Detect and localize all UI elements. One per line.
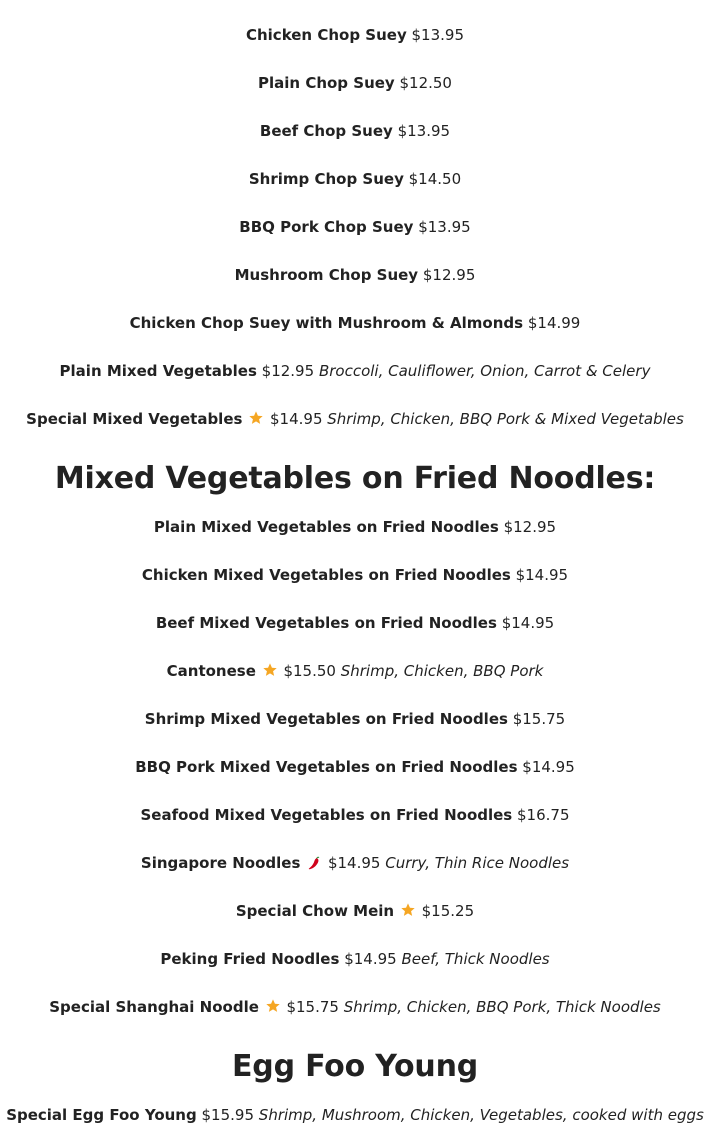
item-name: Plain Chop Suey [258, 74, 395, 92]
menu-item [0, 997, 710, 1017]
item-name: Special Mixed Vegetables [26, 410, 243, 428]
item-name: Special Shanghai Noodle [49, 998, 259, 1016]
item-description: Beef, Thick Noodles [401, 950, 550, 968]
menu-item [0, 313, 710, 333]
item-price: $14.95 [270, 410, 323, 428]
item-name: Special Egg Foo Young [6, 1106, 197, 1124]
menu-item [0, 757, 710, 777]
item-name: Mushroom Chop Suey [234, 266, 419, 284]
menu-item [0, 949, 710, 969]
menu-item [0, 565, 710, 585]
item-description: Broccoli, Cauliflower, Onion, Carrot & Celery [318, 362, 651, 380]
item-name: BBQ Pork Chop Suey [239, 218, 414, 236]
menu-item [0, 901, 710, 921]
item-description: Shrimp, Chicken, BBQ Pork & Mixed Vegetables [327, 410, 684, 428]
item-price: $12.95 [503, 518, 557, 536]
item-name: Special Chow Mein [235, 902, 395, 920]
menu-item [0, 121, 710, 141]
menu-item [0, 217, 710, 237]
menu-item [0, 661, 710, 681]
item-price: $15.25 [421, 902, 475, 920]
star-icon [400, 902, 416, 918]
item-price: $13.95 [397, 122, 451, 140]
item-price: $13.95 [418, 218, 471, 236]
menu-item [0, 265, 710, 285]
menu-item [0, 805, 710, 825]
item-price: $14.95 [344, 950, 397, 968]
item-name: Seafood Mixed Vegetables on Fried Noodles [140, 806, 513, 824]
item-name: Chicken Chop Suey with Mushroom & Almonds [129, 314, 524, 332]
item-description: Shrimp, Mushroom, Chicken, Vegetables, cooked with eggs [258, 1106, 704, 1124]
item-price: $14.50 [408, 170, 462, 188]
item-name: Shrimp Mixed Vegetables on Fried Noodles [144, 710, 508, 728]
item-name: Beef Chop Suey [259, 122, 393, 140]
section-title-fried-noodles: Mixed Vegetables on Fried Noodles: [54, 461, 656, 496]
item-price: $15.75 [512, 710, 566, 728]
item-name: Plain Mixed Vegetables [59, 362, 257, 380]
item-description: Curry, Thin Rice Noodles [385, 854, 570, 872]
item-price: $14.95 [522, 758, 575, 776]
chili-pepper-icon [306, 855, 322, 871]
menu-item [0, 709, 710, 729]
item-price: $15.50 [283, 662, 336, 680]
menu-item [0, 169, 710, 189]
item-price: $14.95 [501, 614, 555, 632]
menu-item [0, 73, 710, 93]
item-price: $13.95 [411, 26, 465, 44]
item-description: Shrimp, Chicken, BBQ Pork [340, 662, 544, 680]
item-price: $12.50 [399, 74, 452, 92]
menu-item [0, 853, 710, 873]
item-name: Peking Fried Noodles [160, 950, 340, 968]
menu-item [0, 409, 710, 429]
item-price: $14.95 [515, 566, 569, 584]
star-icon [262, 662, 278, 678]
item-price: $12.95 [261, 362, 315, 380]
item-name: Singapore Noodles [140, 854, 301, 872]
star-icon [248, 410, 264, 426]
item-description: Shrimp, Chicken, BBQ Pork, Thick Noodles [343, 998, 661, 1016]
item-name: Plain Mixed Vegetables on Fried Noodles [153, 518, 499, 536]
item-name: Shrimp Chop Suey [248, 170, 404, 188]
item-price: $14.95 [327, 854, 381, 872]
menu-item [0, 1105, 710, 1125]
star-icon [265, 998, 281, 1014]
menu-item [0, 517, 710, 537]
menu-item [0, 361, 710, 381]
item-price: $15.75 [286, 998, 339, 1016]
item-name: Beef Mixed Vegetables on Fried Noodles [155, 614, 497, 632]
menu-item [0, 25, 710, 45]
item-price: $12.95 [422, 266, 476, 284]
item-price: $15.95 [201, 1106, 255, 1124]
item-name: Chicken Mixed Vegetables on Fried Noodles [141, 566, 511, 584]
item-price: $14.99 [527, 314, 581, 332]
item-name: Chicken Chop Suey [245, 26, 407, 44]
item-name: BBQ Pork Mixed Vegetables on Fried Noodles [135, 758, 518, 776]
item-price: $16.75 [517, 806, 570, 824]
item-name: Cantonese [166, 662, 256, 680]
section-title-egg-foo-young: Egg Foo Young [232, 1049, 478, 1084]
menu-item [0, 613, 710, 633]
